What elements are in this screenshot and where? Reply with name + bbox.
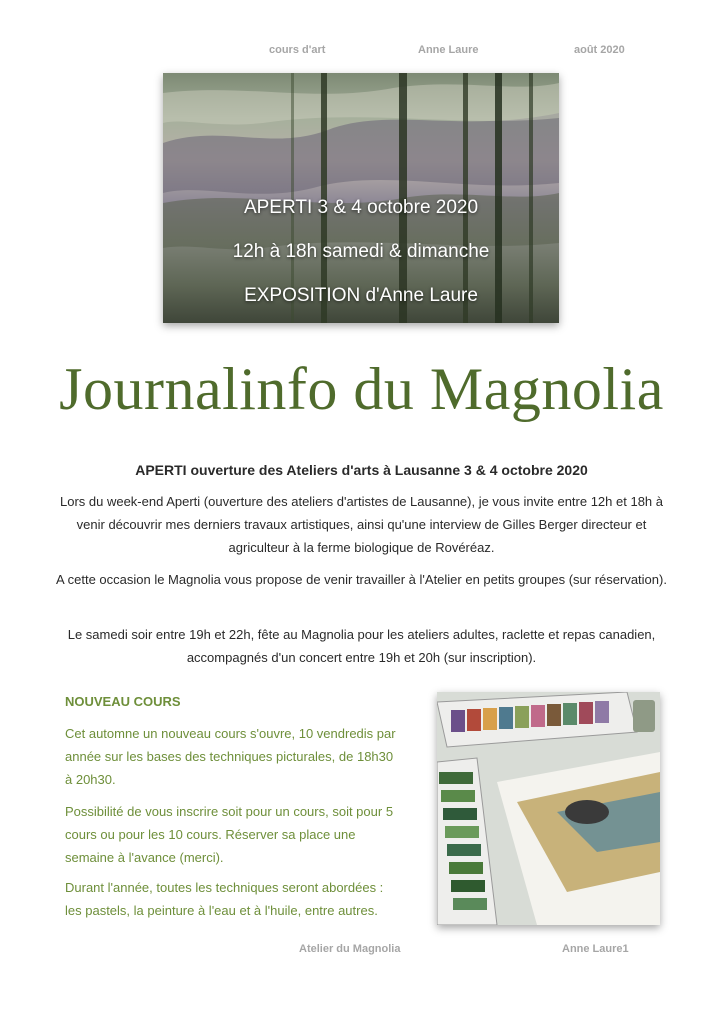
header-right: août 2020 xyxy=(574,44,625,56)
nouveau-cours-p1: Cet automne un nouveau cours s'ouvre, 10 vendredis par année sur les bases des techniques picturales, de 18h30 à 20h30. xyxy=(65,726,396,787)
nouveau-cours-p3: Durant l'année, toutes les techniques seront abordées : les pastels, la peinture à l'eau et à l'huile, entre autres. xyxy=(65,880,384,918)
page-title: Journalinfo du Magnolia xyxy=(59,356,664,422)
paragraph-samedi: Le samedi soir entre 19h et 22h, fête au Magnolia pour les ateliers adultes, raclette et repas canadien, accompagnés d'un concert entre 19h et 20h (sur inscription). xyxy=(67,627,656,665)
footer-right: Anne Laure1 xyxy=(562,943,629,955)
nouveau-cours-heading: NOUVEAU COURS xyxy=(65,694,181,709)
header-left: cours d'art xyxy=(269,44,326,56)
pastels-photo xyxy=(437,692,660,925)
nouveau-cours-p2: Possibilité de vous inscrire soit pour un cours, soit pour 5 cours ou pour les 10 cours. Réserver sa place une semaine à l'avance (merci). xyxy=(65,804,394,865)
hero-line-hours: 12h à 18h samedi & dimanche xyxy=(232,241,490,262)
pastels-illustration xyxy=(437,692,660,925)
paragraph-aperti: Lors du week-end Aperti (ouverture des ateliers d'artistes de Lausanne), je vous invite entre 12h et 18h à venir découvrir mes derniers travaux artistiques, ainsi qu'une interview de Gilles Berger directeur et agriculteur à la ferme biologique de Rovéréaz. xyxy=(59,494,663,555)
hero-line-dates: APERTI 3 & 4 octobre 2020 xyxy=(243,197,479,218)
hero-image xyxy=(163,73,559,323)
paragraph-atelier: A cette occasion le Magnolia vous propose de venir travailler à l'Atelier en petits groupes (sur réservation). xyxy=(56,572,667,587)
hero-line-exhibition: EXPOSITION d'Anne Laure xyxy=(244,285,478,306)
section-subtitle: APERTI ouverture des Ateliers d'arts à Lausanne 3 & 4 octobre 2020 xyxy=(135,462,588,478)
header-center: Anne Laure xyxy=(418,44,479,56)
footer-left: Atelier du Magnolia xyxy=(299,943,401,955)
